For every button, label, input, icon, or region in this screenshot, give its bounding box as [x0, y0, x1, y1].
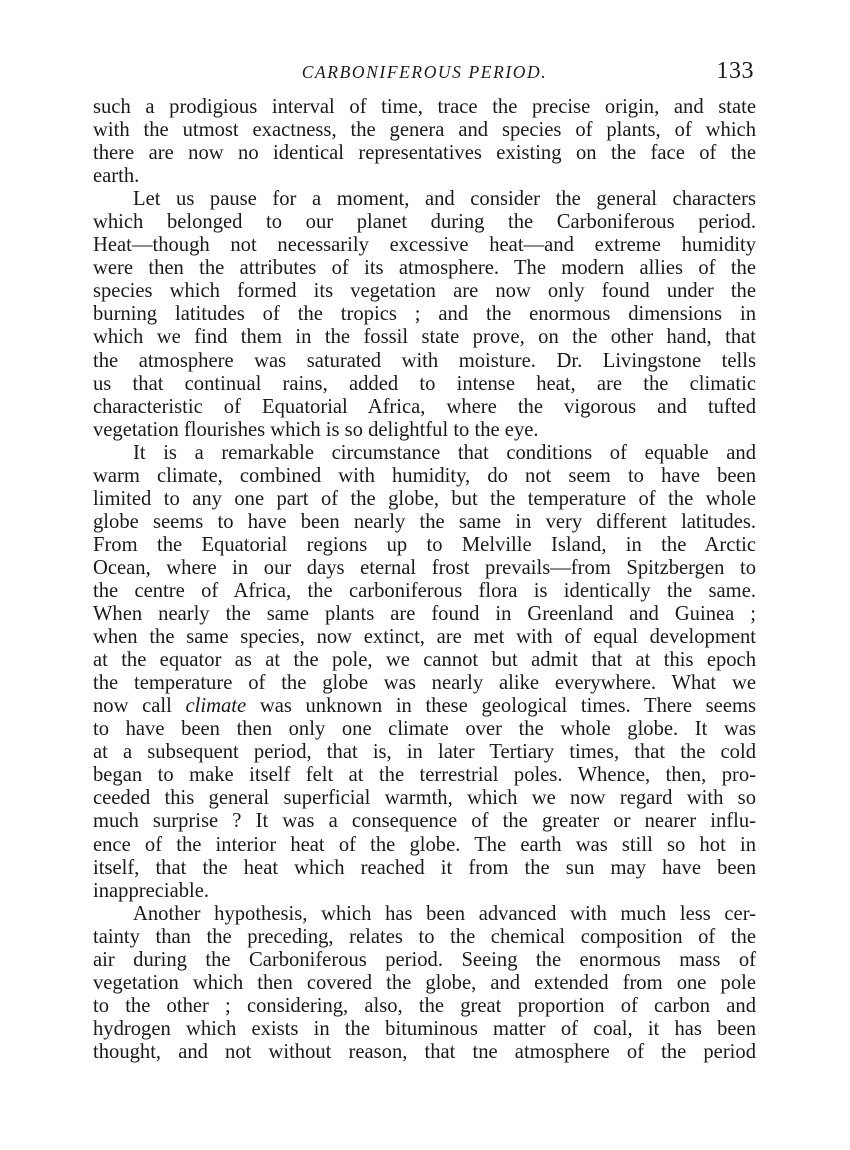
text-line: inappreciable. [93, 879, 210, 902]
text-line: air during the Carboniferous period. Seeing the enormous mass of [93, 948, 756, 971]
text-line: to have been then only one climate over the whole globe. It was [93, 718, 756, 741]
text-line: at the equator as at the pole, we cannot but admit that at this epoch [93, 649, 756, 672]
text-line: globe seems to have been nearly the same in very different latitudes. [93, 510, 756, 533]
text-line: with the utmost exactness, the genera and species of plants, of which [93, 119, 756, 142]
body-text [93, 96, 756, 1064]
text-line: From the Equatorial regions up to Melville Island, in the Arctic [93, 533, 756, 556]
text-line: at a subsequent period, that is, in later Tertiary times, that the cold [93, 741, 756, 764]
text-line: the atmosphere was saturated with moisture. Dr. Livingstone tells [93, 349, 756, 372]
running-title: CARBONIFEROUS PERIOD. [301, 62, 548, 82]
text-line: which we find them in the fossil state prove, on the other hand, that [93, 326, 756, 349]
text-line: to the other ; considering, also, the great proportion of carbon and [93, 994, 756, 1017]
paragraph-3 [93, 442, 756, 903]
text-line [93, 442, 756, 465]
text-line-content: Let us pause for a moment, and consider the general characters [133, 188, 756, 211]
text-line: us that continual rains, added to intense heat, are the climatic [93, 372, 756, 395]
book-page [93, 58, 756, 1064]
text-line: the centre of Africa, the carboniferous flora is identically the same. [93, 579, 756, 602]
text-line: earth. [93, 165, 140, 188]
climate-before: now call [93, 695, 186, 718]
text-line: ence of the interior heat of the globe. The earth was still so hot in [93, 833, 756, 856]
text-line: species which formed its vegetation are now only found under the [93, 280, 756, 303]
text-line-climate [93, 695, 756, 718]
text-line: Ocean, where in our days eternal frost prevails—from Spitzbergen to [93, 556, 756, 579]
text-line: were then the attributes of its atmosphere. The modern allies of the [93, 257, 756, 280]
paragraph-4 [93, 903, 756, 1064]
text-line: which belonged to our planet during the Carboniferous period. [93, 211, 756, 234]
climate-italic: climate [185, 695, 247, 718]
text-line: limited to any one part of the globe, but the temperature of the whole [93, 487, 756, 510]
running-head [93, 58, 756, 92]
climate-after: was unknown in these geological times. There seems [246, 695, 756, 718]
text-line: vegetation which then covered the globe, and extended from one pole [93, 971, 756, 994]
text-line: began to make itself felt at the terrestrial poles. Whence, then, pro- [93, 764, 756, 787]
text-line: characteristic of Equatorial Africa, where the vigorous and tufted [93, 395, 756, 418]
text-line: tainty than the preceding, relates to the chemical composition of the [93, 925, 756, 948]
text-line: burning latitudes of the tropics ; and the enormous dimensions in [93, 303, 756, 326]
text-line-content: Another hypothesis, which has been advanced with much less cer- [133, 902, 756, 925]
text-line [93, 903, 756, 926]
text-line: thought, and not without reason, that tne atmosphere of the period [93, 1040, 756, 1063]
paragraph-1 [93, 96, 756, 188]
text-line: itself, that the heat which reached it from the sun may have been [93, 856, 756, 879]
text-line: such a prodigious interval of time, trace the precise origin, and state [93, 96, 756, 118]
text-line: vegetation flourishes which is so delightful to the eye. [93, 418, 539, 441]
text-line-content: It is a remarkable circumstance that conditions of equable and [133, 441, 756, 464]
text-line: the temperature of the globe was nearly alike everywhere. What we [93, 672, 756, 695]
text-line: warm climate, combined with humidity, do not seem to have been [93, 464, 756, 487]
text-line: hydrogen which exists in the bituminous matter of coal, it has been [93, 1017, 756, 1040]
page-number: 133 [716, 58, 754, 84]
text-line: Heat—though not necessarily excessive heat—and extreme humidity [93, 234, 756, 257]
paragraph-2 [93, 188, 756, 442]
text-line: ceeded this general superficial warmth, which we now regard with so [93, 787, 756, 810]
text-line: much surprise ? It was a consequence of the greater or nearer influ- [93, 810, 756, 833]
text-line [93, 188, 756, 211]
text-line: when the same species, now extinct, are met with of equal development [93, 626, 756, 649]
text-line: When nearly the same plants are found in Greenland and Guinea ; [93, 603, 756, 626]
text-line: there are now no identical representatives existing on the face of the [93, 142, 756, 165]
